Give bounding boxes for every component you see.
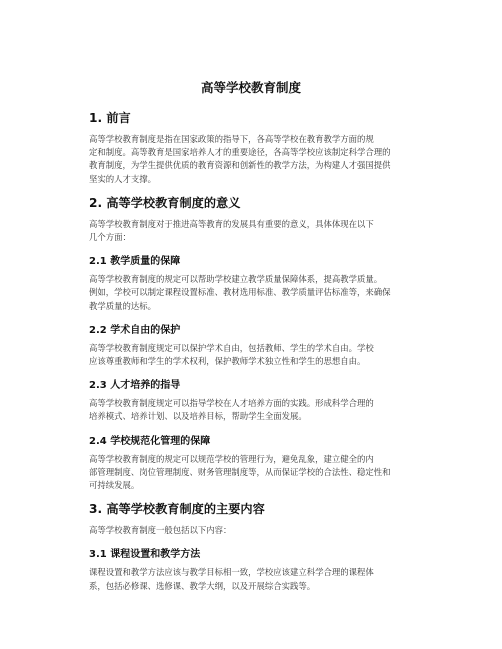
subsection-paragraph: 高等学校教育制度规定可以保护学术自由，包括教师、学生的学术自由。学校 应该尊重教师和学生的学术权利，保护教师学术独立性和学生的思想自由。	[89, 342, 374, 367]
section-paragraph: 高等学校教育制度对于推进高等教育的发展具有重要的意义，具体体现在以下 几个方面：	[89, 218, 374, 243]
subsection-paragraph: 高等学校教育制度规定可以指导学校在人才培养方面的实践。形成科学合理的 培养模式、培养计划、以及培养目标，帮助学生全面发展。	[89, 398, 374, 422]
subsection-heading: 2.2 学术自由的保护	[89, 324, 181, 336]
section-heading: 1. 前言	[89, 111, 131, 125]
section-significance	[89, 194, 502, 492]
subsection-heading: 2.3 人才培养的指导	[89, 380, 181, 392]
section-preface	[89, 109, 502, 186]
section-heading: 3. 高等学校教育制度的主要内容	[89, 502, 265, 517]
document-title: 高等学校教育制度	[200, 80, 301, 95]
subsection-heading: 3.1 课程设置和教学方法	[89, 549, 201, 561]
subsection-paragraph: 高等学校教育制度的规定可以规范学校的管理行为，避免乱象，建立健全的内 部管理制度、岗位管理制度、财务管理制度等，从而保证学校的合法性、稳定性和 可持续发展。	[89, 453, 391, 491]
section-heading: 2. 高等学校教育制度的意义	[89, 195, 241, 210]
section-paragraph: 高等学校教育制度一般包括以下内容：	[89, 525, 232, 536]
subsection-paragraph: 高等学校教育制度的规定可以帮助学校建立教学质量保障体系，提高教学质量。 例如，学校可以制定课程设置标准、教材选用标准、教学质量评估标准等，来确保 教学质量的达标。	[89, 274, 391, 311]
subsection-heading: 2.4 学校规范化管理的保障	[89, 435, 211, 447]
section-main-content	[89, 500, 502, 593]
subsection-paragraph: 课程设置和教学方法应该与教学目标相一致，学校应该建立科学合理的课程体 系，包括必修课、选修课、教学大纲，以及开展综合实践等。	[89, 567, 374, 591]
section-paragraph: 高等学校教育制度是指在国家政策的指导下，各高等学校在教育教学方面的规 定和制度。高等教育是国家培养人才的重要途径，各高等学校应该制定科学合理的 教育制度，为学生提供优质的教育资源和创新性的教学方法，为构建人才强国提供 坚实的人才支撑。	[89, 134, 391, 184]
subsection-heading: 2.1 教学质量的保障	[89, 256, 181, 268]
